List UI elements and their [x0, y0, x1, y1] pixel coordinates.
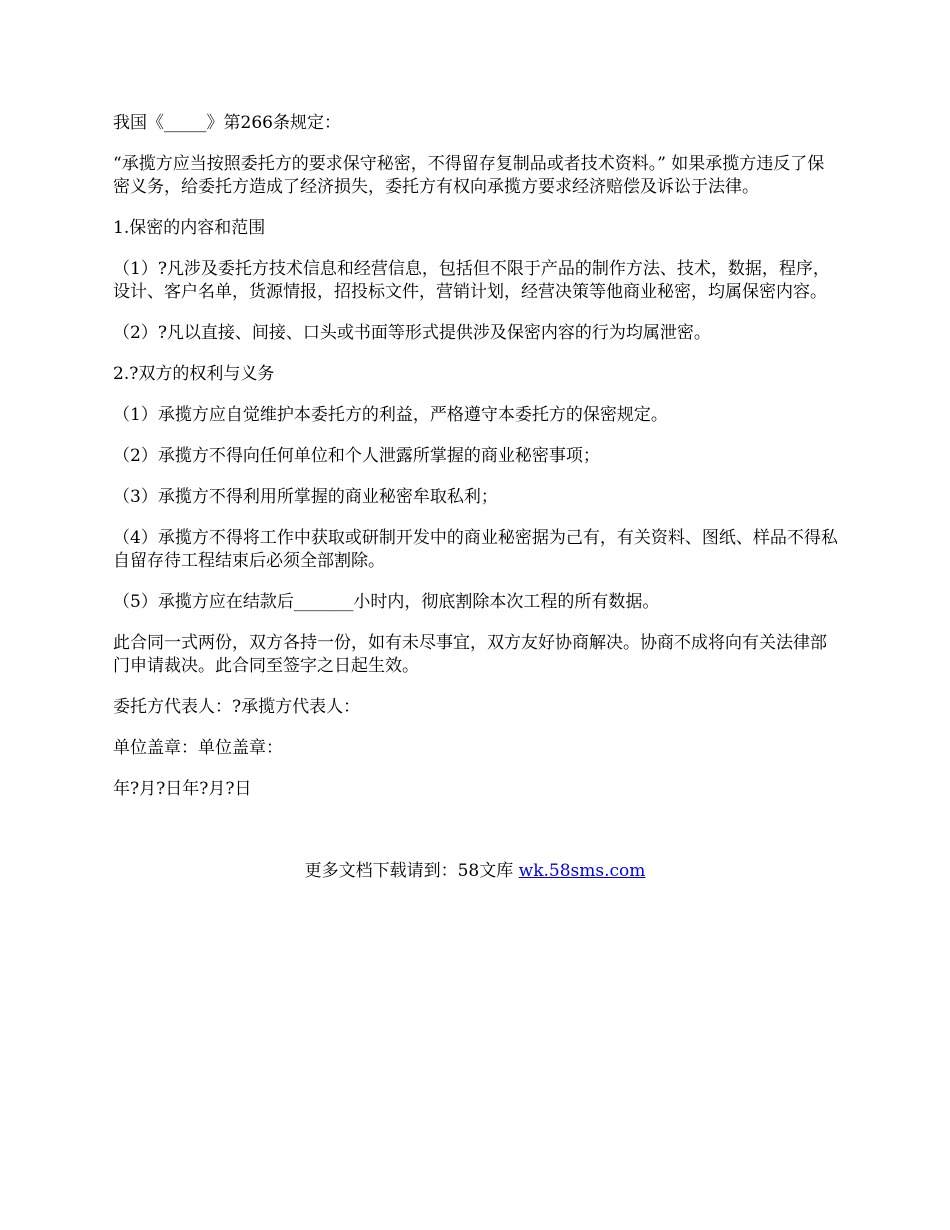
footer-link[interactable]: wk.58sms.com: [518, 861, 646, 881]
paragraph-obligation-4: （4）承揽方不得将工作中获取或研制开发中的商业秘密据为己有，有关资料、图纸、样品不得私自留存待工程结束后必须全部割除。: [113, 528, 838, 571]
download-footer: [0, 860, 950, 883]
section-heading-scope: 1.保密的内容和范围: [113, 218, 266, 238]
paragraph-obligation-2: （2）承揽方不得向任何单位和个人泄露所掌握的商业秘密事项；: [113, 446, 600, 466]
signature-representatives: 委托方代表人：?承揽方代表人：: [113, 697, 361, 717]
signature-seals: 单位盖章：单位盖章：: [113, 738, 283, 758]
paragraph-obligation-1: （1）承揽方应自觉维护本委托方的利益，严格遵守本委托方的保密规定。: [113, 405, 668, 425]
footer-text: 更多文档下载请到：58文库: [304, 861, 519, 881]
paragraph-scope-item-2: （2）?凡以直接、间接、口头或书面等形式提供涉及保密内容的行为均属泄密。: [113, 323, 711, 343]
paragraph-confidentiality-clause: “承揽方应当按照委托方的要求保守秘密，不得留存复制品或者技术资料。” 如果承揽方违反了保密义务，给委托方造成了经济损失，委托方有权向承揽方要求经济赔偿及诉讼于法律。: [113, 154, 825, 197]
section-heading-rights-obligations: 2.?双方的权利与义务: [113, 364, 275, 384]
paragraph-law-reference: 我国《_____》第266条规定：: [113, 113, 341, 133]
paragraph-obligation-5: （5）承揽方应在结款后_______小时内，彻底割除本次工程的所有数据。: [113, 592, 660, 612]
paragraph-contract-copies: 此合同一式两份，双方各持一份，如有未尽事宜，双方友好协商解决。协商不成将向有关法律部门申请裁决。此合同至签字之日起生效。: [113, 633, 827, 676]
paragraph-scope-item-1: （1）?凡涉及委托方技术信息和经营信息，包括但不限于产品的制作方法、技术，数据，程序，设计、客户名单，货源情报，招投标文件，营销计划，经营决策等他商业秘密，均属保密内容。: [113, 259, 830, 302]
document-body: [113, 112, 841, 819]
paragraph-obligation-3: （3）承揽方不得利用所掌握的商业秘密牟取私利；: [113, 487, 498, 507]
signature-dates: 年?月?日年?月?日: [113, 779, 252, 799]
